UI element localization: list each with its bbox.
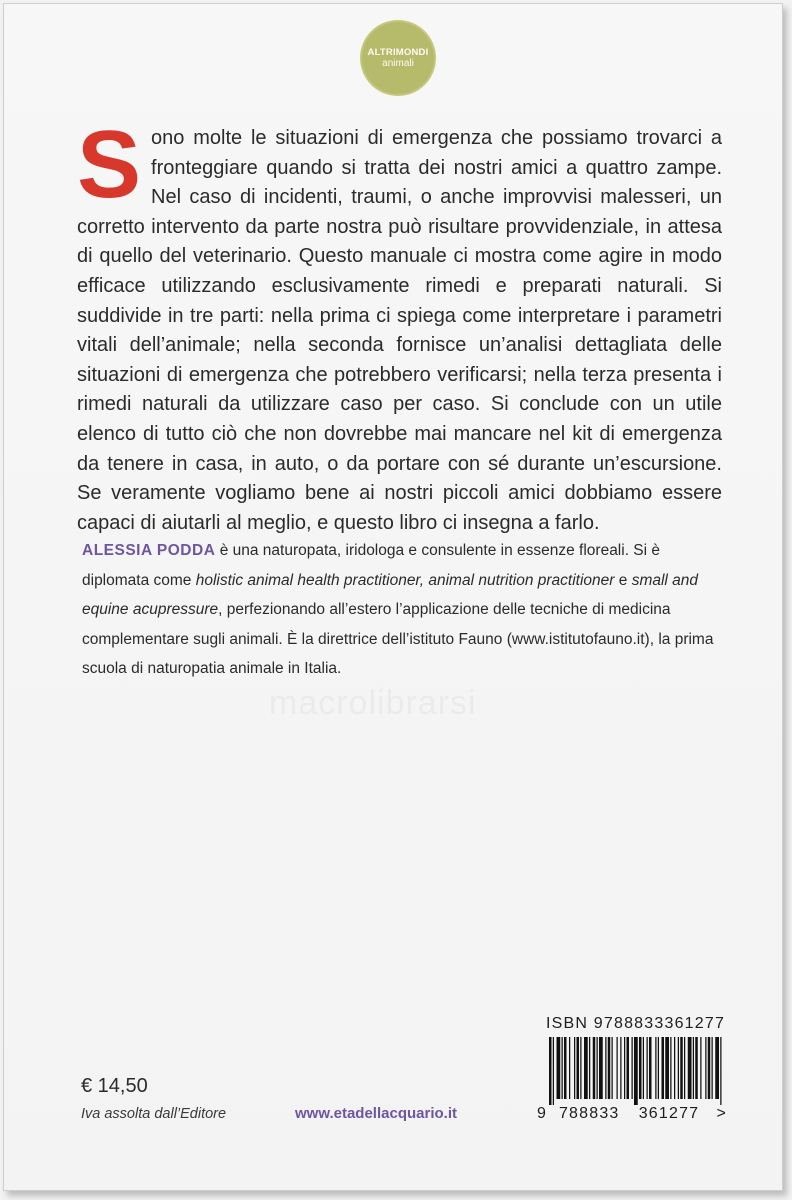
vat-note: Iva assolta dall’Editore bbox=[81, 1106, 227, 1122]
bio-italic-1: holistic animal health practitioner, animal nutrition practitioner bbox=[195, 571, 615, 589]
barcode-bar bbox=[634, 1037, 638, 1105]
barcode-bar bbox=[670, 1037, 671, 1099]
barcode-bar bbox=[658, 1037, 659, 1099]
barcode-digit-prefix: 9 bbox=[537, 1105, 548, 1122]
barcode-bar bbox=[584, 1037, 588, 1099]
barcode-bar bbox=[712, 1037, 713, 1099]
publisher-website: www.etadellacquario.it bbox=[295, 1105, 457, 1122]
barcode-bar bbox=[599, 1037, 603, 1099]
barcode-bar bbox=[693, 1037, 694, 1099]
altrimondi-logo bbox=[362, 22, 434, 94]
barcode-bar bbox=[665, 1037, 669, 1099]
blurb-text: ono molte le situazioni di emergenza che possiamo trovarci a fronteggiare quando si tratta dei nostri amici a quattro zampe. Nel caso di incidenti, traumi, o anche improvvisi malesseri, un corretto intervento da parte nostra può risultare provvidenziale, in attesa di quello del veterinario. Questo manuale ci mostra come agire in modo efficace utilizzando esclusivamente rimedi e preparati naturali. Si suddivide in tre parti: nella prima ci spiega come interpretare i parametri vitali dell’animale; nella seconda fornisce un’analisi dettagliata delle situazioni di emergenza che potrebbero verificarsi; nella terza presenta i rimedi naturali da utilizzare caso per caso. Si conclude con un utile elenco di tutto ciò che non dovrebbe mai mancare nel kit di emergenza da tenere in casa, in auto, o da portare con sé durante un’escursione. Se veramente vogliamo bene ai nostri piccoli amici dobbiamo essere capaci di aiutarli al meglio, e questo libro ci insegna a farlo. bbox=[77, 127, 722, 534]
price: € 14,50 bbox=[81, 1075, 148, 1097]
barcode-bar bbox=[720, 1037, 721, 1105]
barcode-bar bbox=[589, 1037, 590, 1099]
logo-subtitle: animali bbox=[382, 58, 414, 69]
barcode-bar bbox=[577, 1037, 580, 1099]
barcode-bar bbox=[715, 1037, 719, 1099]
barcode-bar bbox=[705, 1037, 706, 1099]
barcode-digit-left: 788833 bbox=[558, 1105, 620, 1122]
barcode-bar bbox=[639, 1037, 642, 1099]
book-blurb bbox=[77, 111, 722, 538]
barcode-bar bbox=[708, 1037, 711, 1099]
barcode-bar bbox=[612, 1037, 613, 1099]
barcode-bar bbox=[649, 1037, 652, 1099]
bio-text-2: e bbox=[614, 571, 632, 589]
barcode-bar bbox=[620, 1037, 621, 1099]
barcode-bar bbox=[553, 1037, 554, 1105]
barcode bbox=[549, 1037, 722, 1105]
barcode-bar bbox=[684, 1037, 685, 1099]
barcode-bar bbox=[632, 1037, 633, 1099]
barcode-bar bbox=[680, 1037, 683, 1099]
bio-text-1: è una naturopata, iridologa e consulente in essenze floreali. Si è diplomata come bbox=[82, 542, 661, 589]
bio-italic-2: small and equine acupressure bbox=[82, 571, 699, 618]
barcode-bar bbox=[695, 1037, 698, 1099]
barcode-digit-right: 361277 bbox=[638, 1105, 700, 1122]
watermark: macrolibrarsi bbox=[269, 684, 477, 722]
barcode-bar bbox=[655, 1037, 656, 1099]
barcode-bar bbox=[569, 1037, 570, 1099]
barcode-bar bbox=[617, 1037, 618, 1099]
barcode-bar bbox=[688, 1037, 692, 1099]
barcode-bar bbox=[580, 1037, 581, 1099]
barcode-bar bbox=[647, 1037, 648, 1099]
barcode-bar bbox=[564, 1037, 567, 1099]
barcode-bar bbox=[597, 1037, 598, 1099]
barcode-bar bbox=[678, 1037, 679, 1099]
isbn-label: ISBN 9788833361277 bbox=[546, 1015, 726, 1032]
barcode-digit-end: > bbox=[716, 1105, 727, 1122]
book-back-cover bbox=[3, 3, 783, 1191]
barcode-bar bbox=[608, 1037, 611, 1099]
barcode-bar bbox=[662, 1037, 665, 1099]
barcode-bar bbox=[562, 1037, 563, 1099]
bio-text-3: , perfezionando all’estero l’applicazione delle tecniche di medicina complementare sugli animali. È la direttrice dell’istituto Fauno (www.istitutofauno.it), la prima scuola di naturopatia animale in Italia. bbox=[82, 601, 714, 677]
barcode-digits bbox=[537, 1105, 727, 1123]
barcode-bar bbox=[627, 1037, 630, 1099]
barcode-bar bbox=[674, 1037, 675, 1099]
barcode-bar bbox=[549, 1037, 552, 1105]
logo-name: ALTRIMONDI bbox=[367, 47, 429, 58]
barcode-bar bbox=[643, 1037, 644, 1099]
barcode-bar bbox=[557, 1037, 561, 1099]
barcode-bar bbox=[593, 1037, 596, 1099]
barcode-bar bbox=[574, 1037, 575, 1099]
barcode-bar bbox=[605, 1037, 606, 1099]
barcode-bar bbox=[700, 1037, 701, 1099]
barcode-bar bbox=[624, 1037, 625, 1099]
author-name: ALESSIA PODDA bbox=[82, 542, 216, 559]
author-bio bbox=[82, 536, 722, 684]
drop-cap: S bbox=[77, 111, 142, 218]
